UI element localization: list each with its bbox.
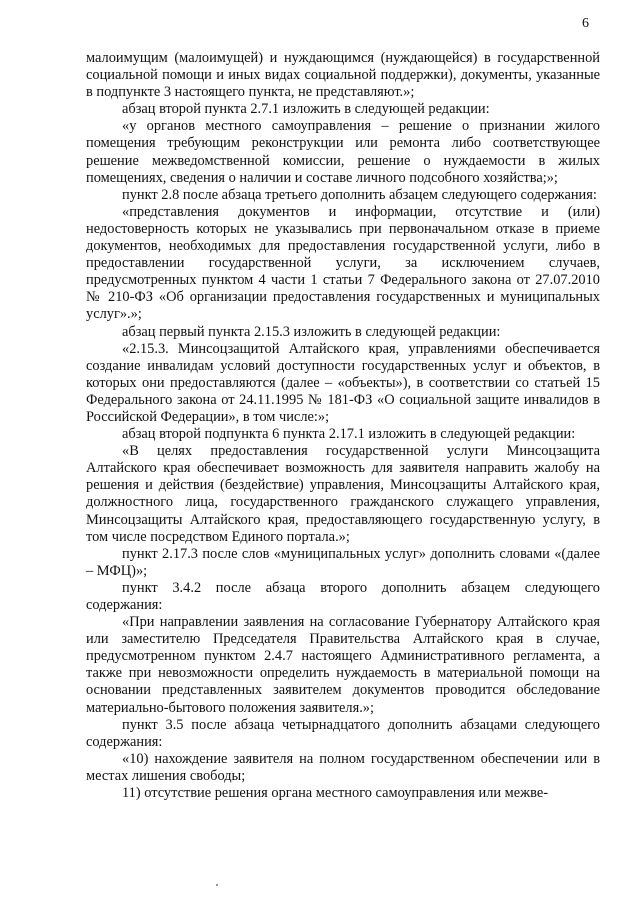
paragraph-8: абзац второй подпункта 6 пункта 2.17.1 изложить в следующей редакции:	[122, 426, 576, 443]
document-body	[86, 50, 600, 802]
paragraph-12: «При направлении заявления на согласование Губернатору Алтайского края или заместителю Председателя Правительства Алтайского края в случае, предусмотренном пунктом 2.4.7 настоящего Административного регламента, а также при невозможности определить нуждаемость в материальной помощи на основании представленных заявителем документов проводится обследование материально-бытового положения заявителя.»;	[86, 614, 600, 716]
paragraph-2: абзац второй пункта 2.7.1 изложить в следующей редакции:	[122, 101, 490, 118]
paragraph-1: малоимущим (малоимущей) и нуждающимся (нуждающейся) в государственной социальной помощи и иных видах социальной поддержки), документы, указанные в подпункте 3 настоящего пункта, не представляют.»;	[86, 50, 600, 101]
scan-artifact	[216, 884, 218, 886]
paragraph-10: пункт 2.17.3 после слов «муниципальных услуг» дополнить словами «(далее – МФЦ)»;	[86, 545, 600, 579]
paragraph-14: «10) нахождение заявителя на полном государственном обеспечении или в местах лишения свободы;	[86, 750, 600, 784]
paragraph-4: пункт 2.8 после абзаца третьего дополнить абзацем следующего содержания:	[122, 186, 597, 203]
paragraph-15: 11) отсутствие решения органа местного самоуправления или межве-	[122, 785, 549, 802]
paragraph-13: пункт 3.5 после абзаца четырнадцатого дополнить абзацами следующего содержания:	[86, 716, 600, 750]
paragraph-7: «2.15.3. Минсоцзащитой Алтайского края, управлениями обеспечивается создание инвалидам условий доступности государственных услуг и объектов, в которых они предоставляются (далее – «объекты»), в соответствии со статьей 15 Федерального закона от 24.11.1995 № 181-ФЗ «О социальной защите инвалидов в Российской Федерации», в том числе:»;	[86, 340, 600, 425]
paragraph-9: «В целях предоставления государственной услуги Минсоцзащита Алтайского края обеспечивает возможность для заявителя направить жалобу на решения и действия (бездействие) управления, Минсоцзащиты Алтайского края, должностного лица, государственного гражданского служащего управления, Минсоцзащиты Алтайского края, предоставляющего государственную услугу, в том числе посредством Единого портала.»;	[86, 443, 600, 545]
page-number: 6	[582, 16, 589, 31]
paragraph-3: «у органов местного самоуправления – решение о признании жилого помещения требующим реконструкции или ремонта либо соответствующее решение межведомственной комиссии, решение о нуждаемости в жилых помещениях, сведения о наличии и составе личного подсобного хозяйства;»;	[86, 118, 600, 186]
paragraph-11: пункт 3.4.2 после абзаца второго дополнить абзацем следующего содержания:	[86, 579, 600, 613]
paragraph-5: «представления документов и информации, отсутствие и (или) недостоверность которых не указывались при первоначальном отказе в приеме документов, необходимых для предоставления государственной услуги, либо в предоставлении государственной услуги, за исключением случаев, предусмотренных пунктом 4 части 1 статьи 7 Федерального закона от 27.07.2010 № 210-ФЗ «Об организации предоставления государственных и муниципальных услуг».»;	[86, 203, 600, 323]
paragraph-6: абзац первый пункта 2.15.3 изложить в следующей редакции:	[122, 323, 501, 340]
